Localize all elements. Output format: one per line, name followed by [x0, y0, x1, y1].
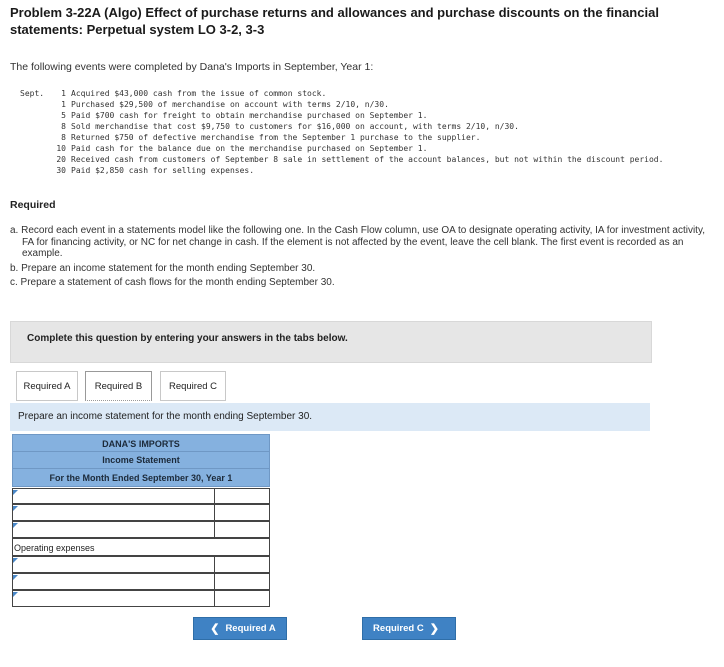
- prev-required-a-button[interactable]: [193, 617, 287, 640]
- amount-field[interactable]: [214, 590, 270, 607]
- required-list: [10, 225, 715, 292]
- event-text: Returned $750 of defective merchandise from the September 1 purchase to the supplier.: [71, 133, 481, 142]
- problem-title: Problem 3-22A (Algo) Effect of purchase returns and allowances and purchase discounts on the financial statements: Perpetual system LO 3-2, 3-3: [10, 5, 659, 37]
- event-day: 1: [61, 100, 66, 109]
- amount-field[interactable]: [214, 504, 270, 521]
- event-text: Paid $700 cash for freight to obtain merchandise purchased on September 1.: [71, 111, 428, 120]
- dropdown-marker-icon: [13, 506, 18, 511]
- required-c-text: c. Prepare a statement of cash flows for the month ending September 30.: [10, 277, 335, 288]
- event-month: [20, 99, 48, 110]
- event-day: 10: [56, 144, 66, 153]
- next-required-c-button[interactable]: [362, 617, 456, 640]
- event-text: Acquired $43,000 cash from the issue of common stock.: [71, 89, 327, 98]
- tab-prompt-bar: [10, 403, 650, 431]
- required-b-text: b. Prepare an income statement for the month ending September 30.: [10, 262, 316, 274]
- event-text: Paid cash for the balance due on the merchandise purchased on September 1.: [71, 144, 428, 153]
- event-day: 5: [61, 111, 66, 120]
- next-button-label: Required C: [373, 623, 424, 634]
- dropdown-marker-icon: [13, 490, 18, 495]
- dropdown-marker-icon: [13, 558, 18, 563]
- event-month: [20, 165, 48, 176]
- event-text: Sold merchandise that cost $9,750 to customers for $16,000 on account, with terms 2/10, n/30.: [71, 122, 519, 131]
- instruction-box: [10, 321, 652, 363]
- dropdown-marker-icon: [13, 523, 18, 528]
- statement-period: For the Month Ended September 30, Year 1: [12, 469, 270, 487]
- event-day: 1: [61, 89, 66, 98]
- event-month: [20, 132, 48, 143]
- amount-field[interactable]: [214, 573, 270, 590]
- event-row: [20, 110, 710, 121]
- tab-prompt-text: Prepare an income statement for the month ending September 30.: [18, 411, 313, 422]
- event-text: Purchased $29,500 of merchandise on account with terms 2/10, n/30.: [71, 100, 389, 109]
- events-list: [20, 88, 710, 176]
- statement-name: Income Statement: [12, 452, 270, 469]
- instruction-text: Complete this question by entering your answers in the tabs below.: [27, 333, 348, 344]
- event-row: [20, 99, 710, 110]
- event-month: [20, 154, 48, 165]
- event-day: 20: [56, 155, 66, 164]
- dropdown-marker-icon: [13, 592, 18, 597]
- event-day: 8: [61, 133, 66, 142]
- event-text: Paid $2,850 cash for selling expenses.: [71, 166, 255, 175]
- amount-field[interactable]: [214, 488, 270, 504]
- event-month: Sept.: [20, 89, 45, 98]
- tab-required-c[interactable]: Required C: [160, 371, 226, 401]
- event-text: Received cash from customers of September 8 sale in settlement of the account balances, but not within the discount period.: [71, 155, 664, 164]
- operating-expenses-label: Operating expenses: [14, 543, 95, 553]
- income-statement: [12, 434, 270, 487]
- event-row: [20, 88, 710, 99]
- event-month: [20, 143, 48, 154]
- prev-button-label: Required A: [225, 623, 276, 634]
- chevron-left-icon: ❮: [210, 623, 220, 635]
- event-day: 30: [56, 166, 66, 175]
- required-heading: Required: [10, 199, 56, 211]
- chevron-right-icon: ❯: [429, 623, 439, 635]
- event-row: [20, 165, 710, 176]
- event-row: [20, 154, 710, 165]
- problem-intro: The following events were completed by Dana's Imports in September, Year 1:: [10, 61, 374, 73]
- tab-required-b[interactable]: Required B: [85, 371, 152, 401]
- event-row: [20, 121, 710, 132]
- tab-required-a[interactable]: Required A: [16, 371, 78, 401]
- statement-company: DANA'S IMPORTS: [12, 434, 270, 452]
- amount-field[interactable]: [214, 521, 270, 538]
- event-row: [20, 143, 710, 154]
- amount-field[interactable]: [214, 556, 270, 573]
- event-month: [20, 110, 48, 121]
- event-month: [20, 121, 48, 132]
- required-a-text: a. Record each event in a statements model like the following one. In the Cash Flow column, use OA to designate operating activity, IA for investment activity, FA for financing activity, or NC for net change in cash. If the element is not affected by the event, leave the cell blank. The first event is recorded as an example.: [10, 225, 705, 259]
- event-day: 8: [61, 122, 66, 131]
- event-row: [20, 132, 710, 143]
- dropdown-marker-icon: [13, 575, 18, 580]
